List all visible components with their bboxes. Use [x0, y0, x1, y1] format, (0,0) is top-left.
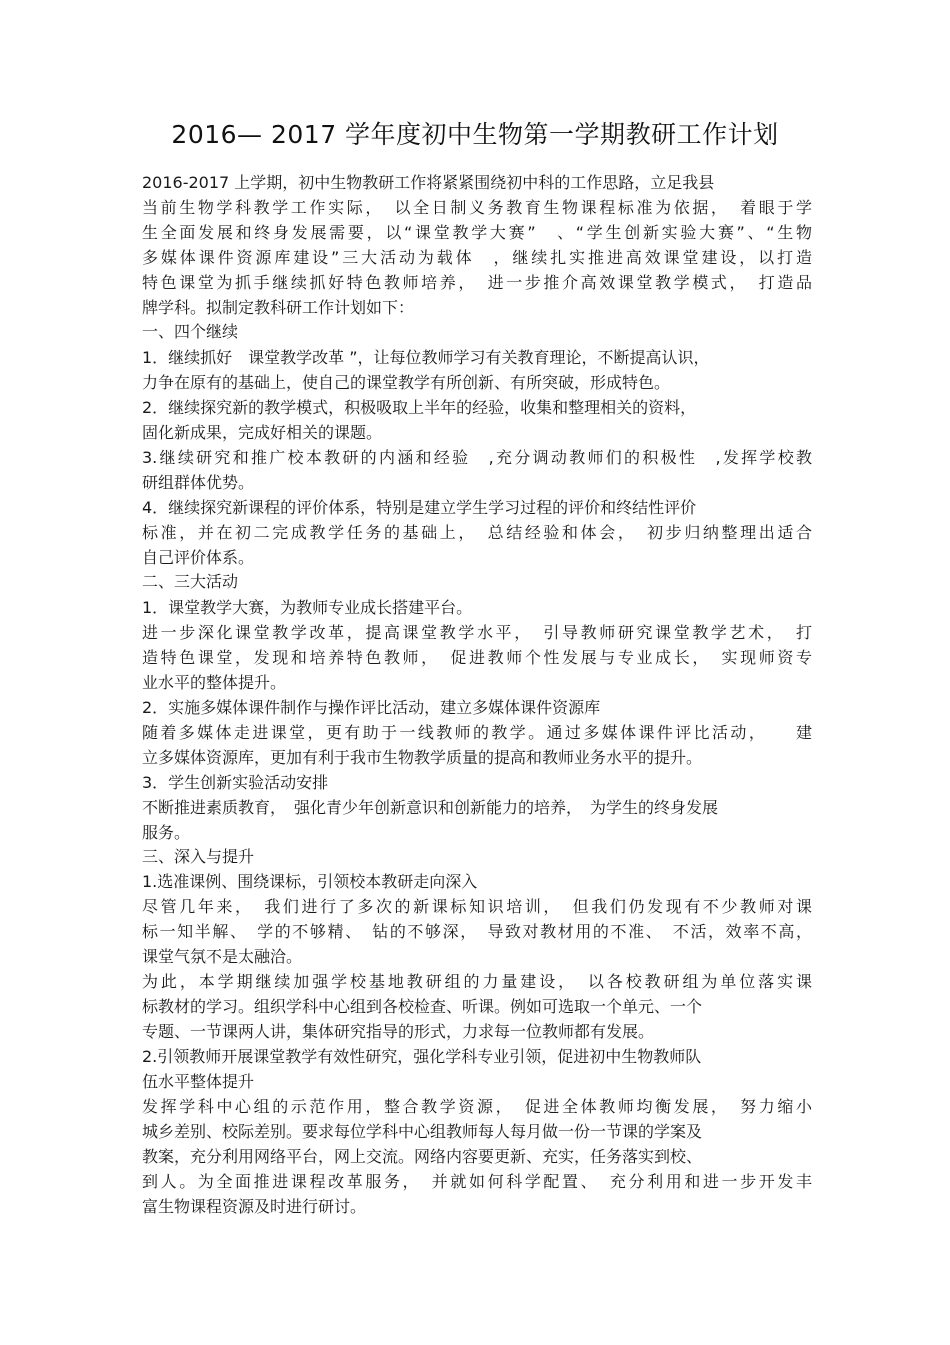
body-line: 进一步深化课堂教学改革，提高课堂教学水平， 引导教师研究课堂教学艺术， 打	[142, 623, 812, 642]
body-line: 二、三大活动	[142, 572, 239, 591]
body-line: 专题、一节课两人讲，集体研究指导的形式，力求每一位教师都有发展。	[142, 1022, 655, 1041]
body-line: 城乡差别、校际差别。要求每位学科中心组教师每人每月做一份一节课的学案及	[142, 1122, 703, 1141]
body-line: 特色课堂为抓手继续抓好特色教师培养， 进一步推介高效课堂教学模式， 打造品	[142, 273, 812, 292]
body-line: 力争在原有的基础上，使自己的课堂教学有所创新、有所突破，形成特色。	[142, 373, 671, 392]
body-line: 1．继续抓好 课堂教学改革 ”，让每位教师学习有关教育理论，不断提高认识，	[142, 348, 710, 367]
body-line: 造特色课堂，发现和培养特色教师， 促进教师个性发展与专业成长， 实现师资专	[142, 648, 812, 667]
body-line: 三、深入与提升	[142, 847, 255, 866]
body-line: 3．学生创新实验活动安排	[142, 773, 329, 792]
body-line: 当前生物学科教学工作实际， 以全日制义务教育生物课程标准为依据， 着眼于学	[142, 198, 812, 217]
body-line: 一、四个继续	[142, 322, 239, 341]
body-line: 伍水平整体提升	[142, 1072, 255, 1091]
body-line: 固化新成果，完成好相关的课题。	[142, 423, 383, 442]
body-line: 发挥学科中心组的示范作用，整合教学资源， 促进全体教师均衡发展， 努力缩小	[142, 1097, 812, 1116]
body-line: 服务。	[142, 823, 191, 842]
body-line: 尽管几年来， 我们进行了多次的新课标知识培训， 但我们仍发现有不少教师对课	[142, 897, 812, 916]
body-line: 随着多媒体走进课堂，更有助于一线教师的教学。通过多媒体课件评比活动， 建	[142, 723, 812, 742]
body-line: 课堂气氛不是太融洽。	[142, 947, 303, 966]
body-line: 标准，并在初二完成教学任务的基础上， 总结经验和体会， 初步归纳整理出适合	[142, 523, 812, 542]
body-line: 立多媒体资源库，更加有利于我市生物教学质量的提高和教师业务水平的提升。	[142, 748, 703, 767]
body-line: 3.继续研究和推广校本教研的内涵和经验 ,充分调动教师们的积极性 ,发挥学校教	[142, 448, 812, 467]
body-line: 多媒体课件资源库建设”三大活动为载体 ，继续扎实推进高效课堂建设，以打造	[142, 248, 812, 267]
body-line: 生全面发展和终身发展需要，以“课堂教学大赛” 、“学生创新实验大赛”、“生物	[142, 223, 812, 242]
body-line: 自己评价体系。	[142, 548, 255, 567]
body-line: 2．实施多媒体课件制作与操作评比活动，建立多媒体课件资源库	[142, 698, 601, 717]
body-line: 业水平的整体提升。	[142, 673, 287, 692]
body-line: 1.选准课例、围绕课标，引领校本教研走向深入	[142, 872, 478, 891]
body-line: 2016-2017 上学期，初中生物教研工作将紧紧围绕初中科的工作思路，立足我县	[142, 173, 715, 192]
body-line: 标一知半解、 学的不够精、 钻的不够深， 导致对教材用的不准、 不活，效率不高，	[142, 922, 812, 941]
body-line: 富生物课程资源及时进行研讨。	[142, 1197, 367, 1216]
body-line: 牌学科。拟制定教科研工作计划如下：	[142, 298, 415, 317]
body-line: 研组群体优势。	[142, 473, 255, 492]
body-line: 教案，充分利用网络平台，网上交流。网络内容要更新、充实，任务落实到校、	[142, 1147, 703, 1166]
body-line: 不断推进素质教育， 强化青少年创新意识和创新能力的培养， 为学生的终身发展	[142, 798, 719, 817]
body-line: 到人。为全面推进课程改革服务， 并就如何科学配置、 充分利用和进一步开发丰	[142, 1172, 812, 1191]
body-line: 1．课堂教学大赛，为教师专业成长搭建平台。	[142, 598, 473, 617]
body-line: 2．继续探究新的教学模式，积极吸取上半年的经验，收集和整理相关的资料，	[142, 398, 697, 417]
document-title: 2016— 2017 学年度初中生物第一学期教研工作计划	[171, 120, 779, 149]
body-line: 2.引领教师开展课堂教学有效性研究，强化学科专业引领，促进初中生物教师队	[142, 1047, 702, 1066]
body-line: 4．继续探究新课程的评价体系，特别是建立学生学习过程的评价和终结性评价	[142, 498, 697, 517]
body-line: 标教材的学习。组织学科中心组到各校检查、听课。例如可选取一个单元、一个	[142, 997, 703, 1016]
body-line: 为此，本学期继续加强学校基地教研组的力量建设， 以各校教研组为单位落实课	[142, 972, 812, 991]
